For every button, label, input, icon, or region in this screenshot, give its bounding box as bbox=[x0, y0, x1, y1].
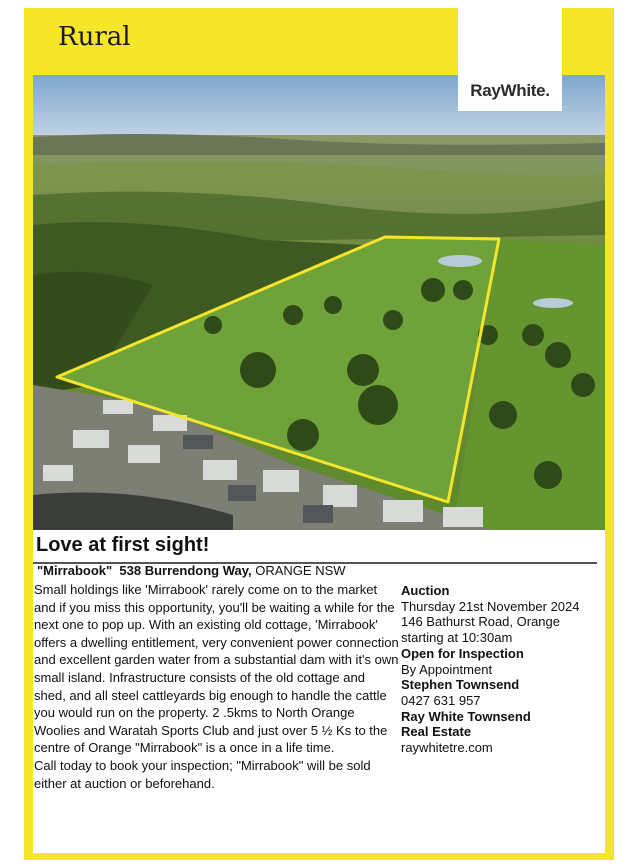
agent-name: Stephen Townsend bbox=[401, 677, 520, 693]
agency-name-line2: Real Estate bbox=[401, 724, 472, 740]
auction-heading: Auction bbox=[401, 583, 450, 598]
headline: Love at first sight! bbox=[36, 534, 210, 556]
property-address bbox=[37, 563, 346, 578]
agent-phone[interactable]: 0427 631 957 bbox=[401, 692, 481, 708]
agency-name: Ray White Townsend bbox=[401, 708, 531, 724]
auction-date: Thursday 21st November 2024 bbox=[401, 598, 580, 614]
auction-time: starting at 10:30am bbox=[401, 630, 513, 646]
call-to-action: Call today to book your inspection; "Mirrabook" will be sold either at auction or beforehand. bbox=[34, 757, 371, 791]
street-address: 538 Burrendong Way, bbox=[119, 563, 252, 578]
raywhite-logo bbox=[458, 8, 562, 111]
logo-text: RayWhite. bbox=[470, 81, 550, 100]
inspection-heading: Open for Inspection bbox=[401, 645, 524, 661]
town: ORANGE NSW bbox=[255, 563, 346, 578]
property-name: "Mirrabook" bbox=[37, 563, 113, 578]
website-link[interactable]: raywhitetre.com bbox=[401, 740, 493, 756]
description bbox=[34, 581, 399, 792]
sale-details bbox=[401, 583, 606, 756]
description-paragraph: Small holdings like 'Mirrabook' rarely come on to the market and if you miss this opportunity, you'll be waiting a while for the next one to pop up. With an existing old cottage, 'Mirrabook' offers a dwelling entitlement, very convenient power connection and excellent garden water from a substantial dam with it's own small island. Infrastructure consists of the old cottage and shed, and all steel cattleyards big enough to handle the cattle you would run on the property. 2 .5kms to North Orange Woolies and Waratah Sports Club and just over 5 ½ Ks to the centre of Orange "Mirrabook" is a once in a life time. bbox=[34, 582, 399, 756]
aerial-property-photo-icon bbox=[33, 75, 605, 530]
property-photo bbox=[33, 75, 605, 530]
inspection-value: By Appointment bbox=[401, 661, 493, 677]
auction-address: 146 Bathurst Road, Orange bbox=[401, 614, 560, 630]
section-title: Rural bbox=[58, 22, 131, 52]
